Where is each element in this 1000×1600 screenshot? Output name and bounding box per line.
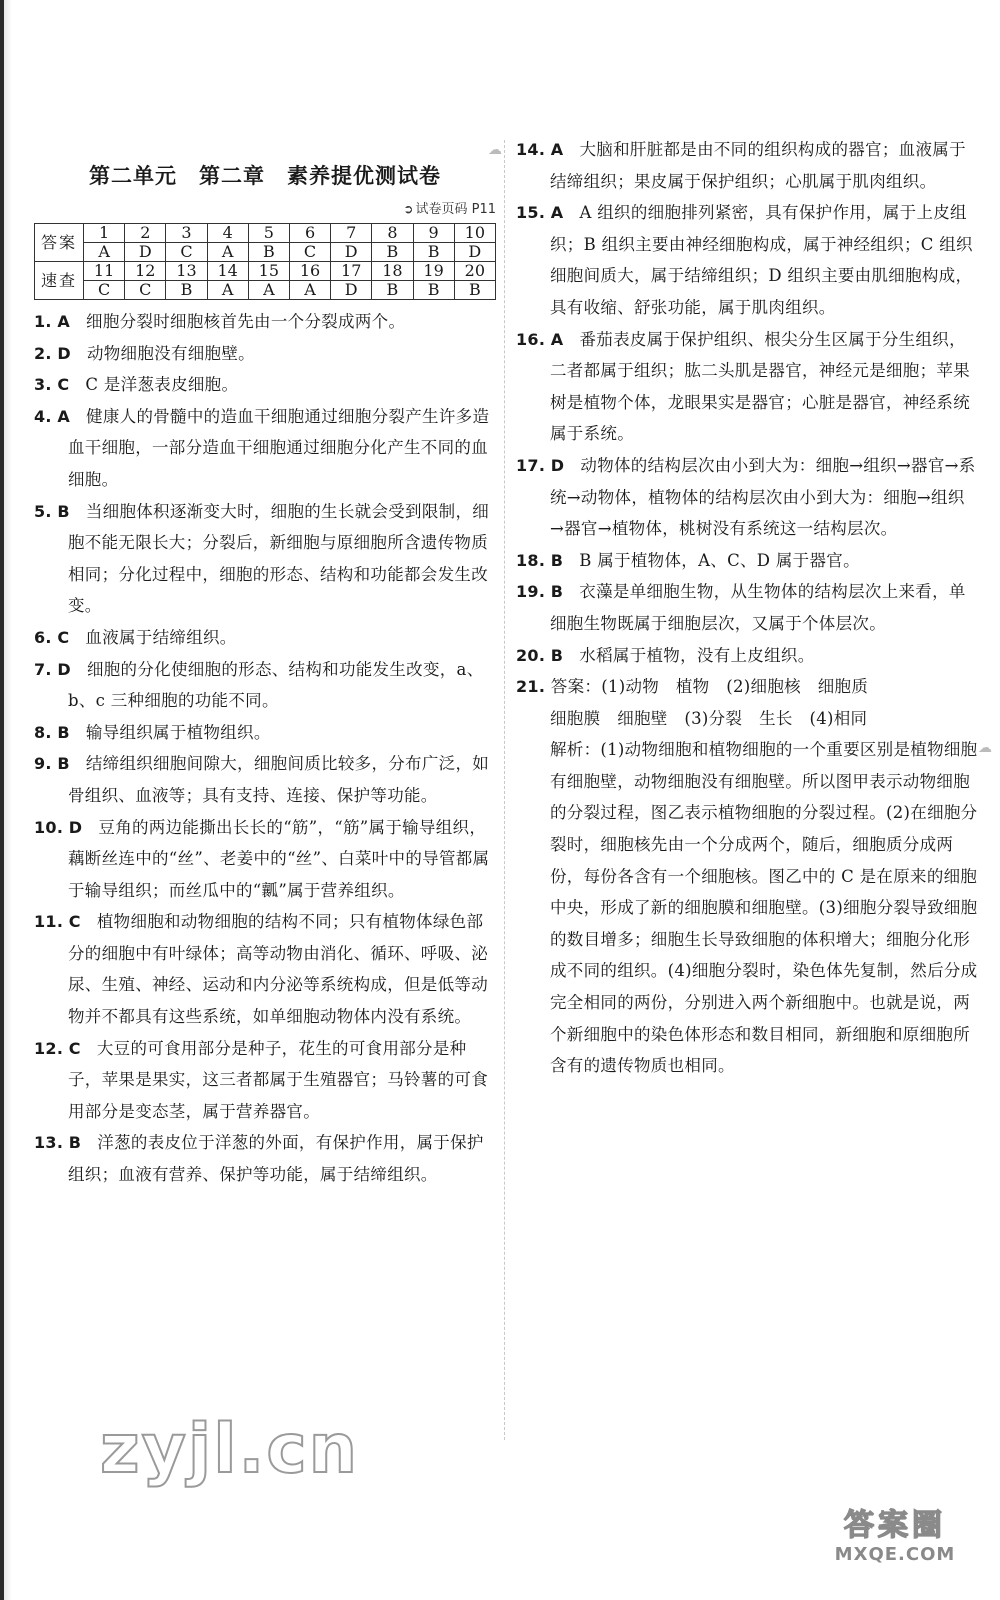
item-number: 11. bbox=[34, 912, 64, 932]
table-cell: 3 bbox=[166, 224, 207, 243]
table-cell: C bbox=[289, 243, 330, 262]
table-cell: A bbox=[207, 281, 248, 300]
table-cell: D bbox=[331, 243, 372, 262]
item-answer: B bbox=[57, 501, 70, 521]
item-explanation: 水稻属于植物，没有上皮组织。 bbox=[579, 645, 815, 665]
table-cell: 9 bbox=[413, 224, 454, 243]
answer-table-row bbox=[35, 262, 496, 281]
page-reference bbox=[34, 198, 496, 217]
item-answer: B bbox=[57, 754, 70, 774]
table-cell: 18 bbox=[372, 262, 413, 281]
answer-item bbox=[34, 369, 496, 401]
item-explanation: 结缔组织细胞间隙大，细胞间质比较多，分布广泛，如骨组织、血液等；具有支持、连接、保护等功能。 bbox=[68, 754, 490, 805]
item-number: 18. bbox=[516, 550, 546, 570]
answer-item bbox=[34, 1033, 496, 1128]
item-answer: C bbox=[57, 375, 70, 395]
answer-item-21 bbox=[516, 671, 978, 1082]
item-explanation: 输导组织属于植物组织。 bbox=[85, 722, 271, 742]
answer-item bbox=[516, 450, 978, 545]
item-explanation: 植物细胞和动物细胞的结构不同；只有植物体绿色部分的细胞中有叶绿体；高等动物由消化、循环、呼吸、泌尿、生殖、神经、运动和内分泌等系统构成，但是低等动物并不都具有这些系统，如单细胞动物体内没有系统。 bbox=[68, 912, 488, 1027]
item-number: 17. bbox=[516, 455, 546, 475]
item-number: 9. bbox=[34, 754, 52, 774]
item-number: 5. bbox=[34, 501, 52, 521]
item-number: 4. bbox=[34, 406, 52, 426]
answer-item bbox=[34, 748, 496, 811]
item-answer: D bbox=[550, 455, 565, 475]
table-cell: A bbox=[207, 243, 248, 262]
table-cell: D bbox=[125, 243, 166, 262]
table-cell: 8 bbox=[372, 224, 413, 243]
table-cell: 2 bbox=[125, 224, 166, 243]
item-answer-line: 答案：(1)动物 植物 (2)细胞核 细胞质 bbox=[550, 677, 869, 697]
item-answer-line: 细胞膜 细胞壁 (3)分裂 生长 (4)相同 bbox=[550, 708, 868, 728]
table-cell: 12 bbox=[125, 262, 166, 281]
item-answer: C bbox=[68, 1038, 81, 1058]
table-cell: C bbox=[125, 281, 166, 300]
table-cell: B bbox=[372, 243, 413, 262]
answer-item bbox=[34, 1127, 496, 1190]
item-number: 3. bbox=[34, 375, 52, 395]
table-cell: 13 bbox=[166, 262, 207, 281]
answer-item bbox=[34, 622, 496, 654]
item-answer: B bbox=[57, 722, 70, 742]
answer-table-label: 速查 bbox=[35, 262, 84, 300]
left-answer-list bbox=[34, 306, 496, 1191]
item-explanation: C 是洋葱表皮细胞。 bbox=[85, 375, 239, 395]
item-answer: A bbox=[57, 406, 71, 426]
table-cell: B bbox=[413, 243, 454, 262]
table-cell: A bbox=[84, 243, 125, 262]
table-cell: C bbox=[166, 243, 207, 262]
answer-item bbox=[516, 324, 978, 450]
answer-item bbox=[516, 197, 978, 323]
answer-item bbox=[34, 496, 496, 622]
column-divider bbox=[504, 140, 505, 1440]
table-cell: 5 bbox=[248, 224, 289, 243]
table-cell: B bbox=[166, 281, 207, 300]
stamp-url: MXQE.COM bbox=[834, 1544, 956, 1565]
item-explanation: B 属于植物体，A、C、D 属于器官。 bbox=[579, 550, 860, 570]
item-number: 6. bbox=[34, 627, 52, 647]
stamp-logo bbox=[810, 1500, 980, 1580]
left-column bbox=[34, 148, 496, 1191]
item-number: 1. bbox=[34, 312, 52, 331]
item-explanation: 豆角的两边能撕出长长的“筋”，“筋”属于输导组织，藕断丝连中的“丝”、老姜中的“丝”、白菜叶中的导管都属于输导组织；而丝瓜中的“瓤”属于营养组织。 bbox=[68, 817, 490, 900]
item-number: 10. bbox=[34, 817, 64, 837]
item-explanation: 血液属于结缔组织。 bbox=[85, 627, 237, 647]
item-explanation: 动物细胞没有细胞壁。 bbox=[86, 343, 255, 363]
table-cell: 1 bbox=[84, 224, 125, 243]
item-number: 19. bbox=[516, 582, 546, 602]
table-cell: 19 bbox=[413, 262, 454, 281]
item-answer: A bbox=[57, 312, 71, 331]
item-answer: B bbox=[550, 645, 564, 665]
watermark-logo: zyjl.cn bbox=[100, 1410, 360, 1489]
item-explanation: 洋葱的表皮位于洋葱的外面，有保护作用，属于保护组织；血液有营养、保护等功能，属于结缔组织。 bbox=[68, 1133, 484, 1185]
item-answer: D bbox=[68, 817, 83, 837]
item-answer: D bbox=[57, 343, 71, 363]
answer-table-row bbox=[35, 224, 496, 243]
item-number: 21. bbox=[516, 677, 546, 697]
answer-table-row bbox=[35, 281, 496, 300]
item-number: 16. bbox=[516, 329, 546, 349]
answer-item bbox=[516, 134, 978, 197]
answer-item bbox=[516, 545, 978, 577]
item-explanation: 当细胞体积逐渐变大时，细胞的生长就会受到限制，细胞不能无限长大；分裂后，新细胞与原细胞所含遗传物质相同；分化过程中，细胞的形态、结构和功能都会发生改变。 bbox=[68, 501, 490, 616]
table-cell: 7 bbox=[331, 224, 372, 243]
answer-item bbox=[516, 640, 978, 672]
item-explanation: 大豆的可食用部分是种子，花生的可食用部分是种子，苹果是果实，这三者都属于生殖器官；马铃薯的可食用部分是变态茎，属于营养器官。 bbox=[68, 1038, 488, 1121]
table-cell: D bbox=[454, 243, 495, 262]
table-cell: 4 bbox=[207, 224, 248, 243]
table-cell: A bbox=[248, 281, 289, 300]
item-answer: A bbox=[550, 329, 564, 349]
item-answer: A bbox=[550, 140, 564, 159]
table-cell: 14 bbox=[207, 262, 248, 281]
item-number: 7. bbox=[34, 659, 52, 679]
stamp-title: 答案圈 bbox=[844, 1508, 946, 1543]
item-answer: A bbox=[550, 203, 564, 223]
item-explanation: 健康人的骨髓中的造血干细胞通过细胞分裂产生许多造血干细胞，一部分造血干细胞通过细胞分化产生不同的血细胞。 bbox=[68, 406, 490, 489]
table-cell: 11 bbox=[84, 262, 125, 281]
answer-item bbox=[34, 401, 496, 496]
page-reference-text: 试卷页码 P11 bbox=[415, 202, 496, 217]
table-cell: B bbox=[454, 281, 495, 300]
item-explanation: 衣藻是单细胞生物，从生物体的结构层次上来看，单细胞生物既属于细胞层次，又属于个体层次。 bbox=[550, 582, 966, 633]
table-cell: B bbox=[413, 281, 454, 300]
item-analysis: 解析：(1)动物细胞和植物细胞的一个重要区别是植物细胞有细胞壁，动物细胞没有细胞壁。所以图甲表示动物细胞的分裂过程，图乙表示植物细胞的分裂过程。(2)在细胞分裂时，细胞核先由一个分成两个，随后，细胞质分成两份，每份各含有一个细胞核。图乙中的 C 是在原来的细胞中央，形成了新的细胞膜和细胞壁。(3)细胞分裂导致细胞的数目增多；细胞生长导致细胞的体积增大；细胞分化形成不同的组织。(4)细胞分裂时，染色体先复制，然后分成完全相同的两份，分别进入两个新细胞中。也就是说，两个新细胞中的染色体形态和数目相同，新细胞和原细胞所含有的遗传物质也相同。 bbox=[550, 740, 978, 1076]
answer-item bbox=[34, 906, 496, 1032]
item-number: 12. bbox=[34, 1038, 64, 1058]
binding-edge bbox=[0, 0, 12, 1600]
answer-table-label: 答案 bbox=[35, 224, 84, 262]
item-number: 14. bbox=[516, 140, 546, 159]
item-number: 2. bbox=[34, 343, 52, 363]
table-cell: 17 bbox=[331, 262, 372, 281]
answer-table bbox=[34, 223, 496, 300]
item-answer: C bbox=[57, 627, 70, 647]
table-cell: A bbox=[289, 281, 330, 300]
answer-table-row bbox=[35, 243, 496, 262]
page-title: 第二单元 第二章 素养提优测试卷 bbox=[89, 164, 441, 188]
table-cell: C bbox=[84, 281, 125, 300]
table-cell: 20 bbox=[454, 262, 495, 281]
answer-item bbox=[34, 338, 496, 370]
item-explanation: 番茄表皮属于保护组织、根尖分生区属于分生组织，二者都属于组织；肱二头肌是器官，神经元是细胞；苹果树是植物个体，龙眼果实是器官；心脏是器官，神经系统属于系统。 bbox=[550, 329, 970, 444]
item-number: 8. bbox=[34, 722, 52, 742]
table-cell: D bbox=[331, 281, 372, 300]
item-explanation: 大脑和肝脏都是由不同的组织构成的器官；血液属于结缔组织；果皮属于保护组织；心肌属于肌肉组织。 bbox=[550, 140, 966, 191]
crop-mark-icon: ☁ bbox=[978, 740, 992, 756]
item-answer: B bbox=[550, 550, 564, 570]
item-answer: C bbox=[68, 912, 81, 932]
item-number: 20. bbox=[516, 645, 546, 665]
arrow-circle-icon: ➲ bbox=[403, 202, 414, 216]
table-cell: 6 bbox=[289, 224, 330, 243]
table-cell: B bbox=[372, 281, 413, 300]
item-number: 13. bbox=[34, 1133, 64, 1153]
answer-item bbox=[34, 717, 496, 749]
crop-mark-icon: ☁ bbox=[488, 142, 502, 158]
answer-item bbox=[34, 306, 496, 338]
table-cell: 15 bbox=[248, 262, 289, 281]
table-cell: B bbox=[248, 243, 289, 262]
item-answer: B bbox=[550, 582, 564, 602]
table-cell: 10 bbox=[454, 224, 495, 243]
answer-item bbox=[34, 812, 496, 907]
item-number: 15. bbox=[516, 203, 546, 223]
right-answer-list bbox=[516, 134, 978, 1082]
table-cell: 16 bbox=[289, 262, 330, 281]
item-explanation: A 组织的细胞排列紧密，具有保护作用，属于上皮组织；B 组织主要由神经细胞构成，属于神经组织；C 组织细胞间质大，属于结缔组织；D 组织主要由肌细胞构成，具有收缩、舒张功能，属于肌肉组织。 bbox=[550, 203, 973, 317]
item-answer: D bbox=[57, 659, 71, 679]
item-explanation: 动物体的结构层次由小到大为：细胞→组织→器官→系统→动物体，植物体的结构层次由小到大为：细胞→组织→器官→植物体，桃树没有系统这一结构层次。 bbox=[550, 455, 976, 539]
item-explanation: 细胞分裂时细胞核首先由一个分裂成两个。 bbox=[86, 312, 406, 331]
answer-item bbox=[34, 654, 496, 717]
item-answer: B bbox=[68, 1133, 82, 1153]
answer-item bbox=[516, 576, 978, 639]
item-explanation: 细胞的分化使细胞的形态、结构和功能发生改变，a、b、c 三种细胞的功能不同。 bbox=[68, 659, 484, 711]
right-column bbox=[516, 134, 978, 1082]
